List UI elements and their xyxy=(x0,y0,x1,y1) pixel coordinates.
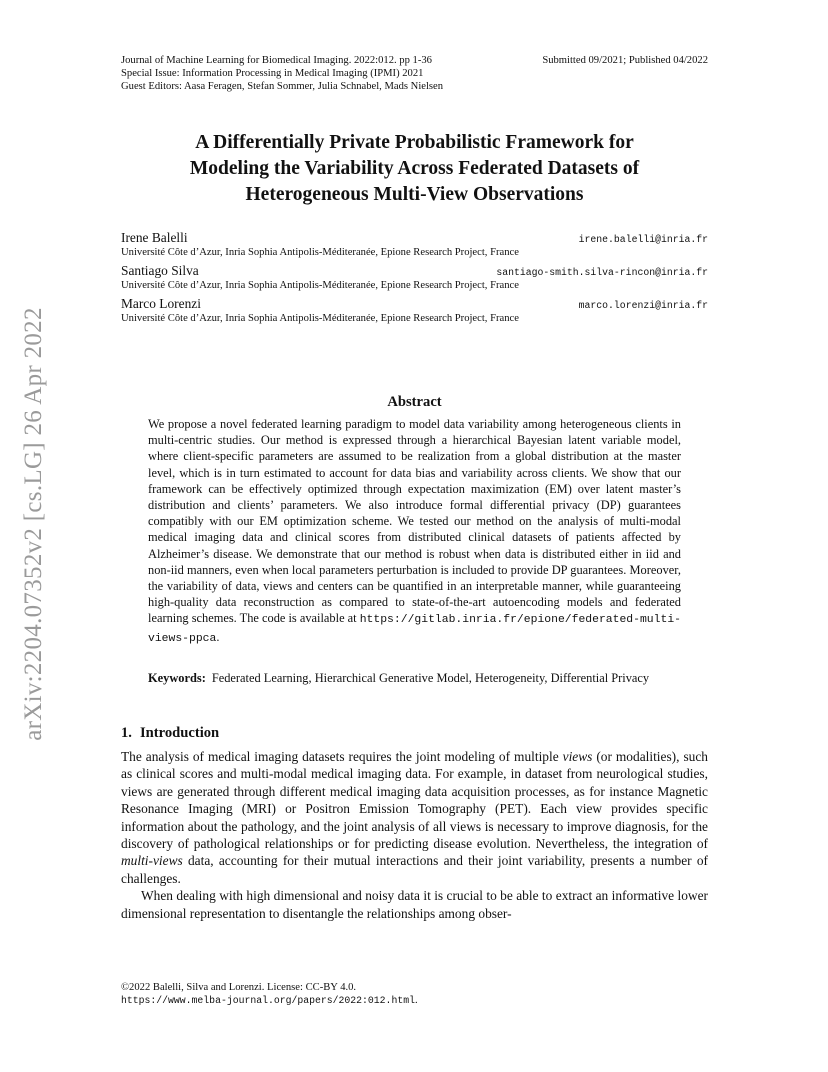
title-line-3: Heterogeneous Multi-View Observations xyxy=(245,184,584,205)
author-affiliation: Université Côte d’Azur, Inria Sophia Antipolis-Méditeranée, Epione Research Project, France xyxy=(121,247,519,258)
author-block xyxy=(121,263,708,292)
text-run: The analysis of medical imaging datasets requires the joint modeling of multiple xyxy=(121,749,563,764)
author-email[interactable]: marco.lorenzi@inria.fr xyxy=(578,300,708,311)
copyright-notice: ©2022 Balelli, Silva and Lorenzi. License: CC-BY 4.0. xyxy=(121,982,357,993)
author-block xyxy=(121,230,708,259)
author-email[interactable]: irene.balelli@inria.fr xyxy=(578,234,708,245)
url-end: . xyxy=(414,995,418,1006)
special-issue: Special Issue: Information Processing in Medical Imaging (IPMI) 2021 xyxy=(121,68,424,79)
journal-header xyxy=(121,54,708,93)
abstract-body xyxy=(148,416,681,647)
abstract-end: . xyxy=(216,629,220,644)
section-title: Introduction xyxy=(139,725,220,741)
author-name: Marco Lorenzi xyxy=(121,296,201,311)
submission-dates: Submitted 09/2021; Published 04/2022 xyxy=(542,55,708,66)
text-run: data, accounting for their mutual interactions and their joint variability, presents a number of challenges. xyxy=(121,853,708,886)
title-line-1: A Differentially Private Probabilistic Framework for xyxy=(195,132,634,153)
abstract-heading: Abstract xyxy=(387,394,442,410)
keywords-label: Keywords: xyxy=(148,671,206,685)
arxiv-stamp xyxy=(20,288,48,760)
paragraph: When dealing with high dimensional and noisy data it is crucial to be able to extract an informative lower dimensional representation to disentangle the relationships among obser- xyxy=(121,888,708,921)
introduction-body xyxy=(121,748,708,922)
paper-url[interactable]: https://www.melba-journal.org/papers/2022:012.html xyxy=(121,995,415,1006)
arxiv-stamp-text: arXiv:2204.07352v2 [cs.LG] 26 Apr 2022 xyxy=(20,307,48,741)
author-list xyxy=(121,230,708,329)
author-block xyxy=(121,296,708,325)
author-name: Irene Balelli xyxy=(121,230,188,245)
section-heading xyxy=(121,725,219,742)
author-email[interactable]: santiago-smith.silva-rincon@inria.fr xyxy=(496,267,708,278)
journal-citation: Journal of Machine Learning for Biomedical Imaging. 2022:012. pp 1-36 xyxy=(121,55,432,66)
code-link[interactable]: https://gitlab.inria.fr/epione/federated-multi-views-ppca xyxy=(148,614,681,645)
keywords xyxy=(148,670,681,686)
paragraph xyxy=(121,748,708,887)
keywords-text: Federated Learning, Hierarchical Generative Model, Heterogeneity, Differential Privacy xyxy=(211,671,650,685)
abstract-text: We propose a novel federated learning paradigm to model data variability among heterogeneous clients in multi-centric studies. Our method is expressed through a hierarchical Bayesian latent variable model, where client-specific parameters are assumed to be realization from a global distribution at the master level, which is in turn estimated to account for data bias and variability across clients. We show that our framework can be effectively optimized through expectation maximization (EM) over latent master’s distribution and clients’ parameters. We also introduce formal differential privacy (DP) guarantees compatibly with our EM optimization scheme. We tested our method on the analysis of multi-modal medical imaging data and clinical scores from distributed clinical datasets of patients affected by Alzheimer’s disease. We demonstrate that our method is robust when data is distributed either in iid and non-iid manners, even when local parameters perturbation is included to provide DP guarantees. Moreover, the variability of data, views and centers can be quantified in an interpretable manner, while guaranteeing high-quality data reconstruction as compared to state-of-the-art autoencoding models and federated learning schemes. The code is available at xyxy=(148,417,681,626)
page-footer xyxy=(121,981,418,1007)
author-name: Santiago Silva xyxy=(121,263,199,278)
title-line-2: Modeling the Variability Across Federated Datasets of xyxy=(189,158,640,179)
text-run: (or modalities), such as clinical scores and multi-modal medical imaging data. For example, in dataset from neurological studies, views are generated through different medical imaging data acquisition processes, as for instance Magnetic Resonance Imaging (MRI) or Positron Emission Tomography (PET). Each view provides specific information about the pathology, and the joint analysis of all views is necessary to improve diagnosis, for the discovery of pathological relationships or for predicting disease evolution. Nevertheless, the integration of xyxy=(121,749,708,852)
paper-title xyxy=(121,130,708,208)
emphasis: views xyxy=(562,749,593,764)
guest-editors: Guest Editors: Aasa Feragen, Stefan Sommer, Julia Schnabel, Mads Nielsen xyxy=(121,81,444,92)
section-number: 1. xyxy=(121,725,132,741)
author-affiliation: Université Côte d’Azur, Inria Sophia Antipolis-Méditeranée, Epione Research Project, France xyxy=(121,280,519,291)
emphasis: multi-views xyxy=(121,853,183,869)
author-affiliation: Université Côte d’Azur, Inria Sophia Antipolis-Méditeranée, Epione Research Project, France xyxy=(121,313,519,324)
